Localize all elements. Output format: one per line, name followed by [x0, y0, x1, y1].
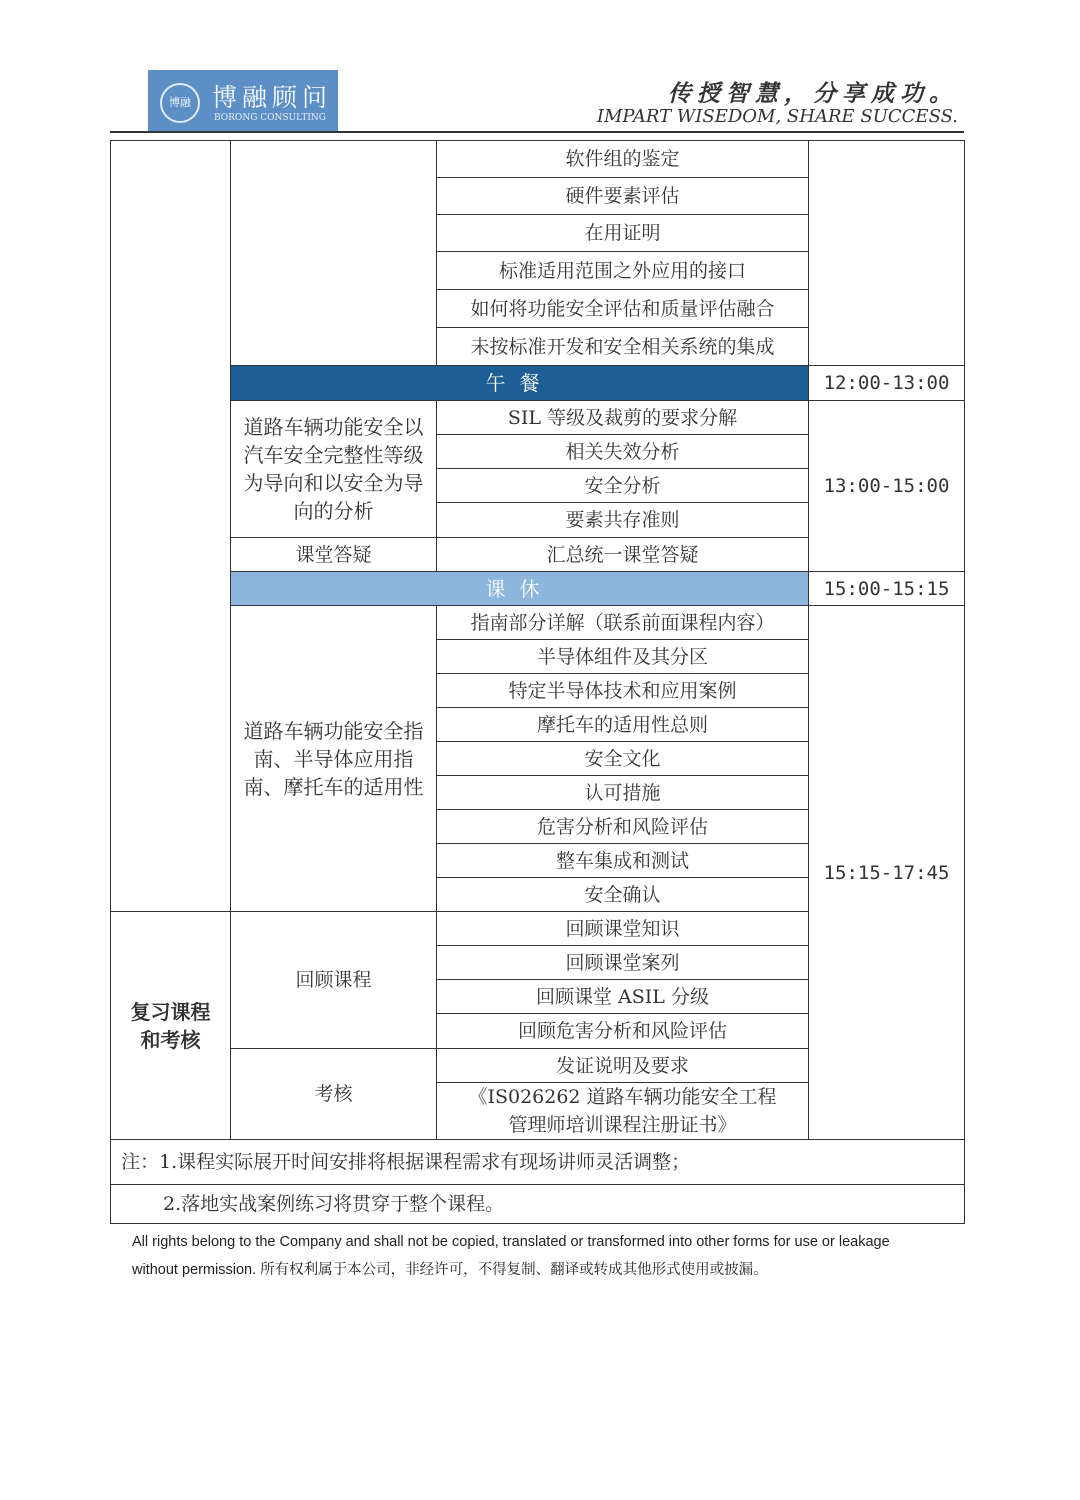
topic-cell: SIL 等级及裁剪的要求分解 — [437, 401, 809, 435]
time-cell-empty — [809, 141, 964, 366]
topic-cell: 指南部分详解（联系前面课程内容） — [437, 606, 809, 640]
topic-cell: 半导体组件及其分区 — [437, 640, 809, 674]
topic-cell: 要素共存准则 — [437, 503, 809, 538]
time-afternoon-2: 15:15-17:45 — [809, 606, 964, 1140]
topic-cell: 在用证明 — [437, 215, 809, 252]
topic-cell: 安全确认 — [437, 878, 809, 912]
topic-cell: 认可措施 — [437, 776, 809, 810]
module-guide: 道路车辆功能安全指南、半导体应用指南、摩托车的适用性 — [231, 606, 437, 912]
module-review: 回顾课程 — [231, 912, 437, 1049]
topic-cell: 回顾课堂案列 — [437, 946, 809, 980]
copyright-line-1: All rights belong to the Company and shall not be copied, translated or transformed into other forms for use or leakage — [132, 1234, 890, 1250]
topic-cell: 如何将功能安全评估和质量评估融合 — [437, 290, 809, 328]
topic-cell: 《IS026262 道路车辆功能安全工程管理师培训课程注册证书》 — [437, 1083, 809, 1140]
topic-cell: 标准适用范围之外应用的接口 — [437, 252, 809, 290]
logo-chinese-name: 博融顾问 — [212, 83, 333, 112]
lunch-time: 12:00-13:00 — [809, 366, 964, 401]
header-divider — [110, 131, 964, 133]
module-qa: 课堂答疑 — [231, 538, 437, 572]
topic-cell: 发证说明及要求 — [437, 1049, 809, 1083]
topic-cell: 安全文化 — [437, 742, 809, 776]
copyright-footer — [132, 1228, 972, 1284]
company-logo — [148, 70, 338, 132]
module-exam: 考核 — [231, 1049, 437, 1140]
section-cell-empty — [111, 141, 231, 912]
topic-cell: 摩托车的适用性总则 — [437, 708, 809, 742]
break-time: 15:00-15:15 — [809, 572, 964, 606]
slogan-chinese: 传授智慧，分享成功。 — [668, 80, 958, 107]
logo-english-name: BORONG CONSULTING — [214, 113, 326, 123]
topic-cell: 回顾课堂 ASIL 分级 — [437, 980, 809, 1014]
topic-cell: 特定半导体技术和应用案例 — [437, 674, 809, 708]
topic-cell: 回顾危害分析和风险评估 — [437, 1014, 809, 1049]
module-cell-empty — [231, 141, 437, 366]
time-afternoon-1: 13:00-15:00 — [809, 401, 964, 572]
slogan-english: IMPART WISEDOM, SHARE SUCCESS. — [596, 106, 958, 127]
topic-cell: 回顾课堂知识 — [437, 912, 809, 946]
section-review: 复习课程和考核 — [111, 912, 231, 1140]
topic-cell: 未按标准开发和安全相关系统的集成 — [437, 328, 809, 366]
copyright-line-2: without permission. 所有权利属于本公司，非经许可，不得复制、翻译或转成其他形式使用或披漏。 — [132, 1262, 768, 1278]
topic-cell: 相关失效分析 — [437, 435, 809, 469]
break-band: 课休 — [231, 572, 809, 606]
topic-cell: 汇总统一课堂答疑 — [437, 538, 809, 572]
topic-cell: 硬件要素评估 — [437, 178, 809, 215]
note-2: 2.落地实战案例练习将贯穿于整个课程。 — [163, 1193, 505, 1215]
topic-cell: 危害分析和风险评估 — [437, 810, 809, 844]
topic-cell: 整车集成和测试 — [437, 844, 809, 878]
schedule-table — [110, 140, 965, 1224]
module-analysis: 道路车辆功能安全以汽车安全完整性等级为导向和以安全为导向的分析 — [231, 401, 437, 538]
logo-seal: 博融 — [160, 83, 200, 123]
topic-cell: 软件组的鉴定 — [437, 141, 809, 178]
topic-cell: 安全分析 — [437, 469, 809, 503]
note-1: 注：1.课程实际展开时间安排将根据课程需求有现场讲师灵活调整； — [111, 1140, 964, 1185]
lunch-band: 午餐 — [231, 366, 809, 401]
